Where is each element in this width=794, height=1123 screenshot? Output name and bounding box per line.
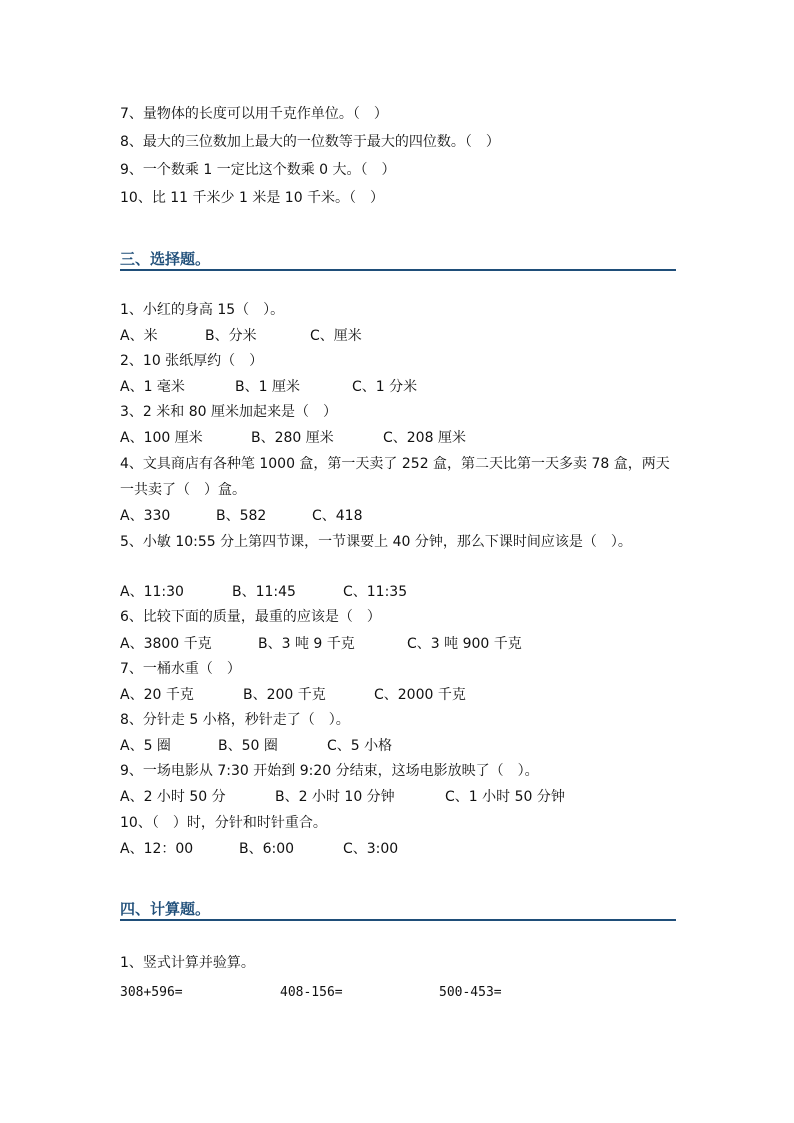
calc-q1: 1、竖式计算并验算。 [120, 955, 255, 971]
choice-q1: 1、小红的身高 15（ ）。 [120, 302, 285, 318]
choice-q1-option-a: A、米 [120, 328, 158, 344]
choice-q3-options [120, 428, 676, 448]
choice-q9-options [120, 787, 676, 807]
choice-q6-option-c: C、3 吨 900 千克 [407, 636, 522, 652]
calc-expressions [120, 983, 676, 1003]
choice-q1-options [120, 326, 676, 346]
choice-q8-option-a: A、5 圈 [120, 738, 171, 754]
choice-q2-option-a: A、1 毫米 [120, 379, 185, 395]
choice-q7-option-b: B、200 千克 [243, 687, 326, 703]
choice-q3-option-b: B、280 厘米 [251, 430, 334, 446]
choice-q10-option-c: C、3:00 [343, 841, 399, 857]
choice-q7-options [120, 685, 676, 705]
choice-q2-option-c: C、1 分米 [352, 379, 418, 395]
choice-q5-option-c: C、11:35 [343, 584, 408, 600]
choice-q10-option-a: A、12：00 [120, 841, 194, 857]
section-4-title: 四、计算题。 [120, 900, 211, 918]
choice-q5-options [120, 582, 676, 602]
judge-item-8: 8、最大的三位数加上最大的一位数等于最大的四位数。（ ） [120, 134, 500, 150]
choice-q9-option-c: C、1 小时 50 分钟 [445, 789, 565, 805]
choice-q4-option-b: B、582 [216, 508, 267, 524]
choice-q9-option-b: B、2 小时 10 分钟 [275, 789, 395, 805]
choice-q1-option-c: C、厘米 [310, 328, 362, 344]
judge-item-7: 7、量物体的长度可以用千克作单位。（ ） [120, 106, 388, 122]
choice-q5-option-a: A、11:30 [120, 584, 184, 600]
choice-q7: 7、一桶水重（ ） [120, 661, 241, 677]
choice-q4: 4、文具商店有各种笔 1000 盒，第一天卖了 252 盒，第二天比第一天多卖 78 盒，两天一共卖了（ ）盒。 [120, 456, 670, 498]
choice-q3-option-a: A、100 厘米 [120, 430, 203, 446]
choice-q10: 10、（ ）时，分针和时针重合。 [120, 815, 327, 831]
section-3-title: 三、选择题。 [120, 250, 211, 268]
choice-q4-option-a: A、330 [120, 508, 171, 524]
choice-q3: 3、2 米和 80 厘米加起来是（ ） [120, 404, 337, 420]
calc-expr-3: 500-453= [439, 985, 502, 1000]
choice-q9-option-a: A、2 小时 50 分 [120, 789, 226, 805]
choice-q10-options [120, 839, 676, 859]
choice-q2-options [120, 377, 676, 397]
choice-q8: 8、分针走 5 小格，秒针走了（ ）。 [120, 712, 350, 728]
calc-expr-1: 308+596= [120, 985, 183, 1000]
judge-item-9: 9、一个数乘 1 一定比这个数乘 0 大。（ ） [120, 162, 396, 178]
choice-q7-option-c: C、2000 千克 [374, 687, 466, 703]
choice-q10-option-b: B、6:00 [239, 841, 295, 857]
choice-q5: 5、小敏 10:55 分上第四节课，一节课要上 40 分钟，那么下课时间应该是（ ）。 [120, 534, 632, 550]
choice-q3-option-c: C、208 厘米 [383, 430, 466, 446]
choice-q8-option-b: B、50 圈 [218, 738, 278, 754]
choice-q8-options [120, 736, 676, 756]
choice-q8-option-c: C、5 小格 [327, 738, 393, 754]
choice-q4-option-c: C、418 [312, 508, 363, 524]
choice-q7-option-a: A、20 千克 [120, 687, 194, 703]
choice-q9: 9、一场电影从 7:30 开始到 9:20 分结束，这场电影放映了（ ）。 [120, 763, 539, 779]
choice-q2-option-b: B、1 厘米 [235, 379, 300, 395]
choice-q6-option-a: A、3800 千克 [120, 636, 212, 652]
choice-q6-options [120, 634, 676, 654]
choice-q6-option-b: B、3 吨 9 千克 [258, 636, 355, 652]
section-3-divider [120, 269, 676, 271]
section-4-divider [120, 919, 676, 921]
choice-q2: 2、10 张纸厚约（ ） [120, 353, 264, 369]
choice-q4-options [120, 506, 676, 526]
choice-q5-option-b: B、11:45 [232, 584, 296, 600]
judge-item-10: 10、比 11 千米少 1 米是 10 千米。（ ） [120, 190, 385, 206]
choice-q6: 6、比较下面的质量，最重的应该是（ ） [120, 609, 381, 625]
calc-expr-2: 408-156= [280, 985, 343, 1000]
choice-q1-option-b: B、分米 [205, 328, 257, 344]
